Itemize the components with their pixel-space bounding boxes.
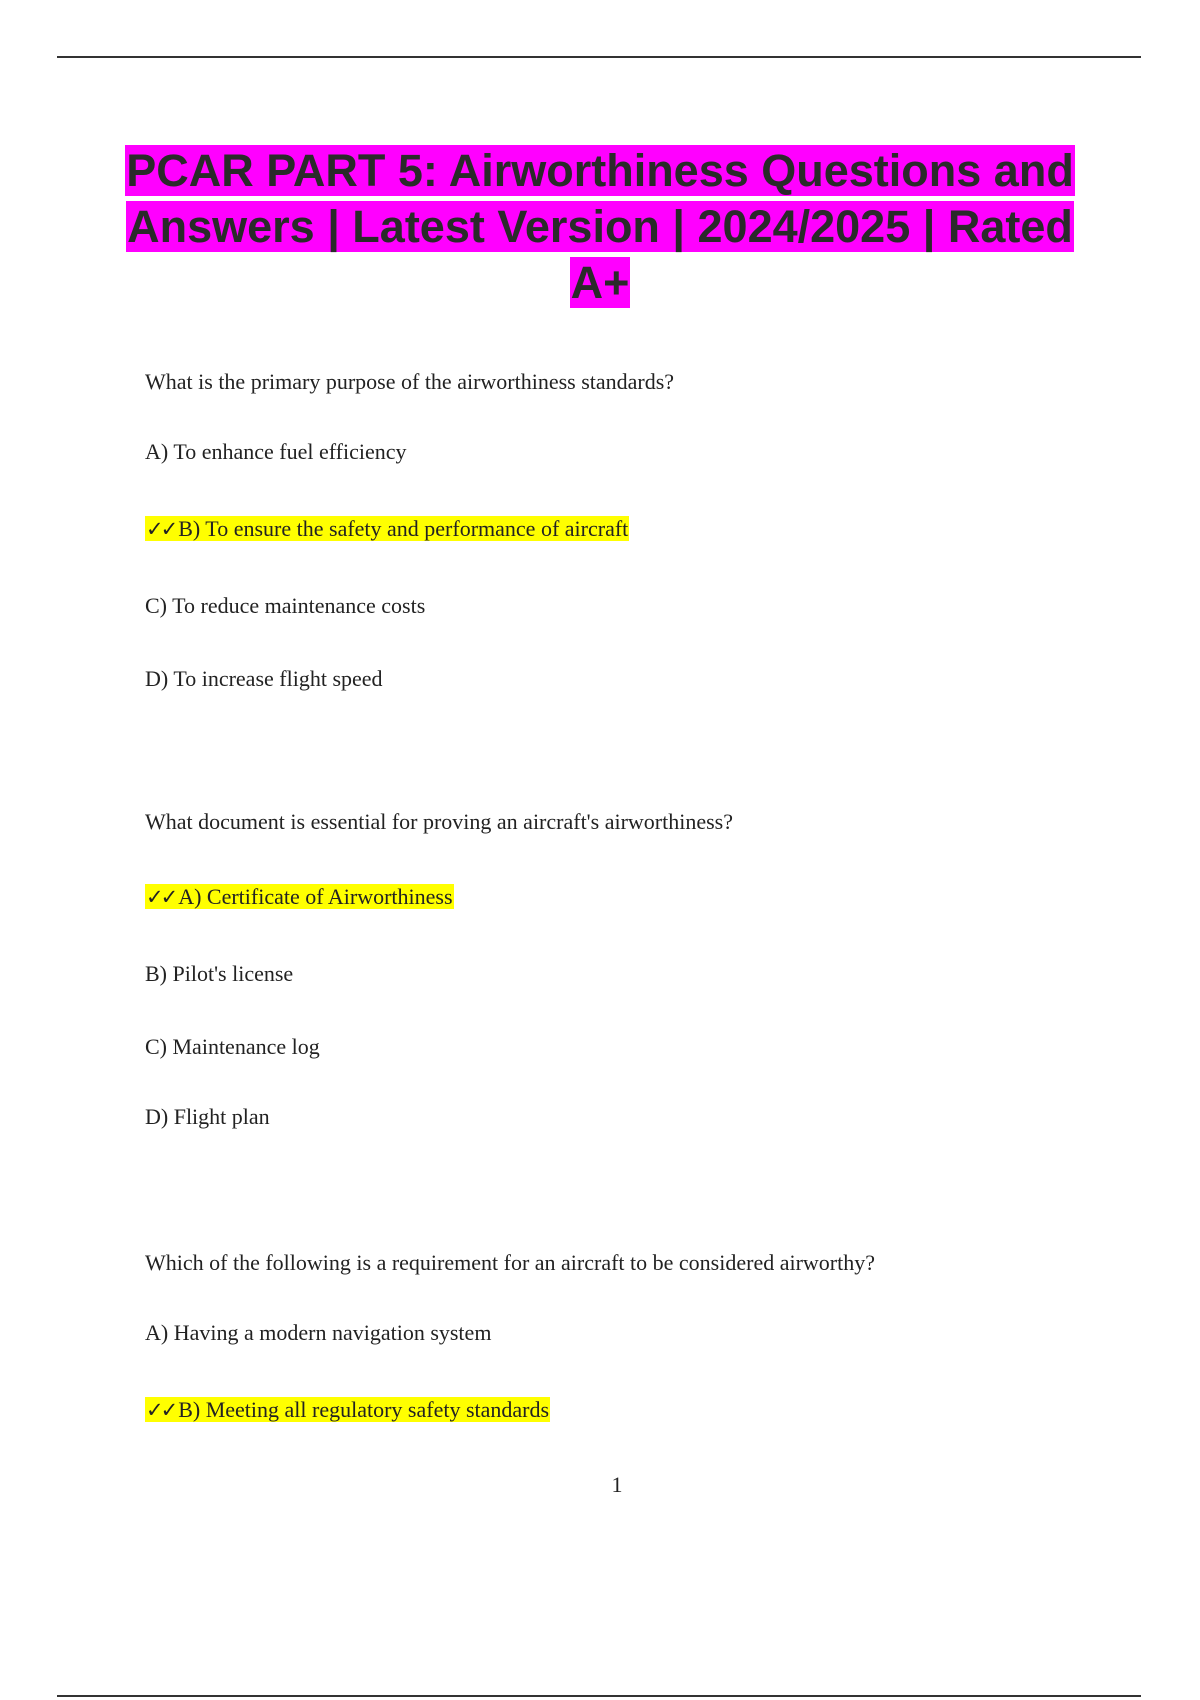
- double-check-icon: ✓✓: [146, 1398, 176, 1422]
- q1-option-b-text: B) To ensure the safety and performance of aircraft: [178, 516, 629, 541]
- top-rule: [57, 56, 1141, 58]
- double-check-icon: ✓✓: [146, 885, 176, 909]
- q2-option-c: C) Maintenance log: [145, 1034, 320, 1059]
- q1-option-a: A) To enhance fuel efficiency: [145, 439, 407, 464]
- bottom-rule: [57, 1695, 1141, 1697]
- q3-option-b-text: B) Meeting all regulatory safety standards: [178, 1397, 550, 1422]
- q1-option-c: C) To reduce maintenance costs: [145, 593, 426, 618]
- question-3: Which of the following is a requirement for an aircraft to be considered airworthy?: [145, 1250, 875, 1275]
- q2-option-b: B) Pilot's license: [145, 961, 294, 986]
- question-2: What document is essential for proving an aircraft's airworthiness?: [145, 809, 733, 834]
- q3-option-a: A) Having a modern navigation system: [145, 1320, 492, 1345]
- question-1: What is the primary purpose of the airworthiness standards?: [145, 369, 675, 394]
- document-title: [100, 143, 1100, 311]
- q2-option-a-text: A) Certificate of Airworthiness: [178, 884, 453, 909]
- title-text: PCAR PART 5: Airworthiness Questions and Answers | Latest Version | 2024/2025 | Rated A+: [126, 145, 1074, 308]
- q3-option-b-correct: [145, 1395, 550, 1425]
- q2-option-d: D) Flight plan: [145, 1104, 270, 1129]
- double-check-icon: ✓✓: [146, 517, 176, 541]
- q2-option-a-correct: [145, 882, 454, 912]
- q1-option-b-correct: [145, 514, 629, 544]
- q1-option-d: D) To increase flight speed: [145, 666, 383, 691]
- page-number: 1: [611, 1472, 623, 1497]
